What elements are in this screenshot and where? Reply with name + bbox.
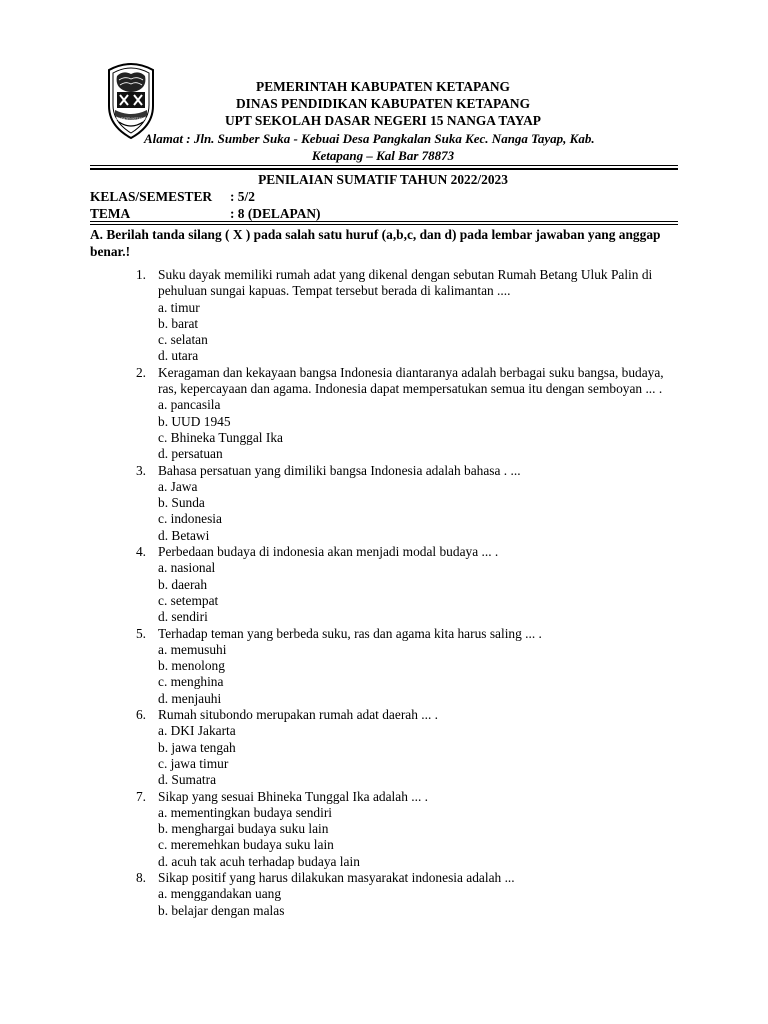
question-number: 4. — [135, 544, 146, 560]
answer-option: a. memusuhi — [158, 641, 227, 657]
question-number: 5. — [135, 625, 146, 641]
answer-option: c. meremehkan budaya suku lain — [158, 837, 334, 853]
answer-option: a. DKI Jakarta — [158, 723, 236, 739]
answer-option: d. acuh tak acuh terhadap budaya lain — [158, 853, 360, 869]
question-list — [0, 267, 768, 919]
question-number: 2. — [135, 364, 146, 380]
question-body — [158, 626, 684, 707]
answer-option: c. selatan — [158, 332, 208, 348]
question-body — [158, 544, 684, 625]
question-item — [0, 707, 768, 788]
question-body — [158, 463, 684, 544]
header-government-line: PEMERINTAH KABUPATEN KETAPANG — [256, 79, 510, 94]
question-body — [158, 707, 684, 788]
header-address-line-2: Ketapang – Kal Bar 78873 — [311, 148, 455, 163]
question-body — [158, 870, 684, 919]
answer-option: b. menghargai budaya suku lain — [158, 821, 329, 837]
question-body — [158, 267, 684, 365]
question-body — [158, 789, 684, 870]
meta-class-label: KELAS/SEMESTER — [90, 189, 213, 204]
question-item — [0, 870, 768, 919]
question-item — [0, 789, 768, 870]
assessment-title: PENILAIAN SUMATIF TAHUN 2022/2023 — [258, 172, 508, 187]
question-text: Bahasa persatuan yang dimiliki bangsa Indonesia adalah bahasa . ... — [158, 462, 521, 478]
svg-text:KABUPATEN KETAPANG: KABUPATEN KETAPANG — [112, 117, 150, 121]
question-item — [0, 626, 768, 707]
answer-option: b. belajar dengan malas — [158, 902, 285, 918]
answer-option: d. Sumatra — [158, 772, 217, 788]
answer-option: d. persatuan — [158, 446, 223, 462]
section-a-instruction: A. Berilah tanda silang ( X ) pada salah satu huruf (a,b,c, dan d) pada lembar jawaban yang anggap benar.! — [90, 227, 661, 259]
answer-option: b. jawa tengah — [158, 739, 236, 755]
question-text: Perbedaan budaya di indonesia akan menjadi modal budaya ... . — [158, 544, 499, 560]
meta-theme-value: : 8 (DELAPAN) — [230, 206, 321, 221]
answer-option: d. Betawi — [158, 527, 210, 543]
header-address-line-1: Alamat : Jln. Sumber Suka - Kebuai Desa Pangkalan Suka Kec. Nanga Tayap, Kab. — [144, 131, 595, 146]
question-body — [158, 365, 684, 463]
answer-option: b. UUD 1945 — [158, 413, 231, 429]
answer-option: a. timur — [158, 299, 200, 315]
answer-option: d. sendiri — [158, 609, 208, 625]
answer-option: a. Jawa — [158, 478, 198, 494]
question-number: 6. — [135, 707, 146, 723]
meta-theme-label: TEMA — [90, 206, 131, 221]
answer-option: c. jawa timur — [158, 755, 229, 771]
question-text: Keragaman dan kekayaan bangsa Indonesia diantaranya adalah berbagai suku bangsa, budaya, ras, kepercayaan dan agama. Indonesia dapat mempersatukan semua itu dengan semboyan ... . — [158, 364, 664, 397]
answer-option: c. indonesia — [158, 511, 222, 527]
answer-option: c. Bhineka Tunggal Ika — [158, 429, 283, 445]
question-number: 3. — [135, 462, 146, 478]
question-number: 7. — [135, 788, 146, 804]
meta-class-value: : 5/2 — [230, 189, 255, 204]
answer-option: a. mementingkan budaya sendiri — [158, 804, 333, 820]
answer-option: c. setempat — [158, 592, 219, 608]
question-item — [0, 267, 768, 365]
answer-option: b. Sunda — [158, 495, 205, 511]
header-divider-thick — [90, 168, 678, 170]
question-number: 1. — [135, 267, 146, 282]
question-item — [0, 544, 768, 625]
question-item — [0, 463, 768, 544]
header-divider-thin — [90, 165, 678, 166]
answer-option: b. barat — [158, 315, 199, 331]
answer-option: b. menolong — [158, 658, 225, 674]
question-number: 8. — [135, 869, 146, 885]
question-text: Sikap yang sesuai Bhineka Tunggal Ika adalah ... . — [158, 788, 429, 804]
question-item — [0, 365, 768, 463]
header-education-office-line: DINAS PENDIDIKAN KABUPATEN KETAPANG — [236, 96, 530, 111]
answer-option: a. nasional — [158, 560, 216, 576]
question-text: Suku dayak memiliki rumah adat yang dikenal dengan sebutan Rumah Betang Uluk Palin di pehuluan sungai kapuas. Tempat tersebut berada di kalimantan .... — [158, 267, 653, 299]
answer-option: d. utara — [158, 348, 199, 364]
question-text: Terhadap teman yang berbeda suku, ras dan agama kita harus saling ... . — [158, 625, 542, 641]
answer-option: a. pancasila — [158, 397, 221, 413]
answer-option: d. menjauhi — [158, 690, 222, 706]
meta-divider-bottom — [90, 224, 678, 225]
question-text: Sikap positif yang harus dilakukan masyarakat indonesia adalah ... — [158, 869, 515, 885]
meta-divider-top — [90, 221, 678, 222]
meta-theme — [90, 206, 321, 221]
header-school-name-line: UPT SEKOLAH DASAR NEGERI 15 NANGA TAYAP — [225, 113, 541, 128]
meta-class-semester — [90, 189, 255, 204]
answer-option: a. menggandakan uang — [158, 886, 282, 902]
question-text: Rumah situbondo merupakan rumah adat daerah ... . — [158, 707, 439, 723]
answer-option: c. menghina — [158, 674, 224, 690]
answer-option: b. daerah — [158, 576, 208, 592]
